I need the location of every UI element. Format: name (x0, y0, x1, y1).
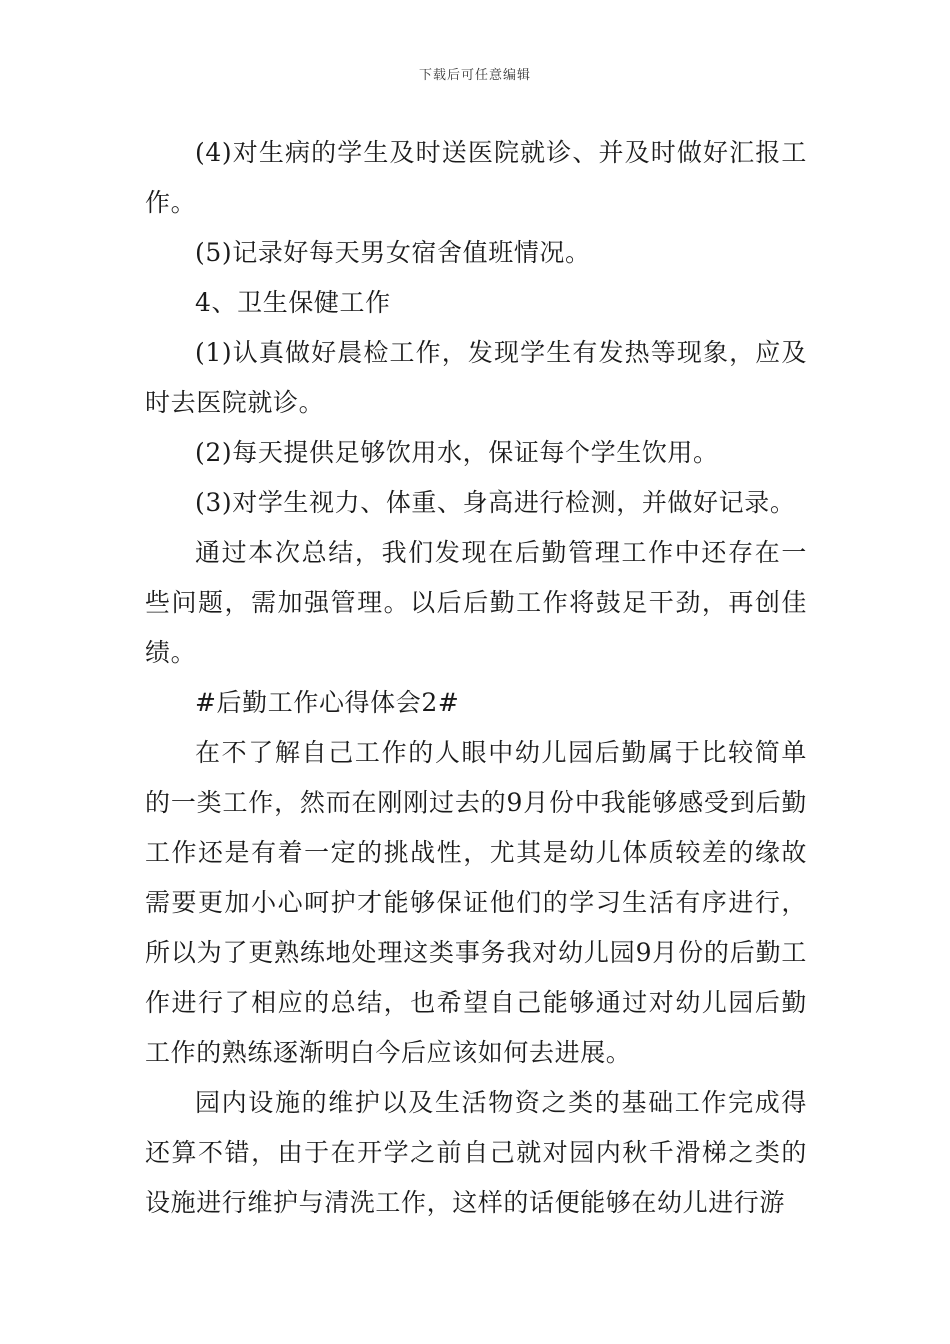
document-body (145, 128, 807, 1228)
section-heading-health-care: 4、卫生保健工作 (195, 288, 391, 317)
page-header-note: 下载后可任意编辑 (418, 68, 531, 83)
paragraph-summary: 通过本次总结，我们发现在后勤管理工作中还存在一些问题，需加强管理。以后后勤工作将鼓足干劲，再创佳绩。 (145, 538, 807, 667)
paragraph-facility-maintenance: 园内设施的维护以及生活物资之类的基础工作完成得还算不错，由于在开学之前自己就对园内秋千滑梯之类的设施进行维护与清洗工作，这样的话便能够在幼儿进行游 (145, 1088, 807, 1217)
paragraph-item-1-morning-check: (1)认真做好晨检工作，发现学生有发热等现象，应及时去医院就诊。 (145, 338, 807, 417)
paragraph-item-3-health-measurement: (3)对学生视力、体重、身高进行检测，并做好记录。 (195, 488, 796, 517)
paragraph-item-2-drinking-water: (2)每天提供足够饮用水，保证每个学生饮用。 (195, 438, 719, 467)
paragraph-item-4-sick-students: (4)对生病的学生及时送医院就诊、并及时做好汇报工作。 (145, 138, 807, 217)
section-heading-experience-2: #后勤工作心得体会2# (195, 688, 460, 717)
paragraph-experience-intro: 在不了解自己工作的人眼中幼儿园后勤属于比较简单的一类工作，然而在刚刚过去的9月份中我能够感受到后勤工作还是有着一定的挑战性，尤其是幼儿体质较差的缘故需要更加小心呵护才能够保证他们的学习生活有序进行，所以为了更熟练地处理这类事务我对幼儿园9月份的后勤工作进行了相应的总结，也希望自己能够通过对幼儿园后勤工作的熟练逐渐明白今后应该如何去进展。 (145, 738, 807, 1067)
paragraph-item-5-dorm-duty: (5)记录好每天男女宿舍值班情况。 (195, 238, 591, 267)
